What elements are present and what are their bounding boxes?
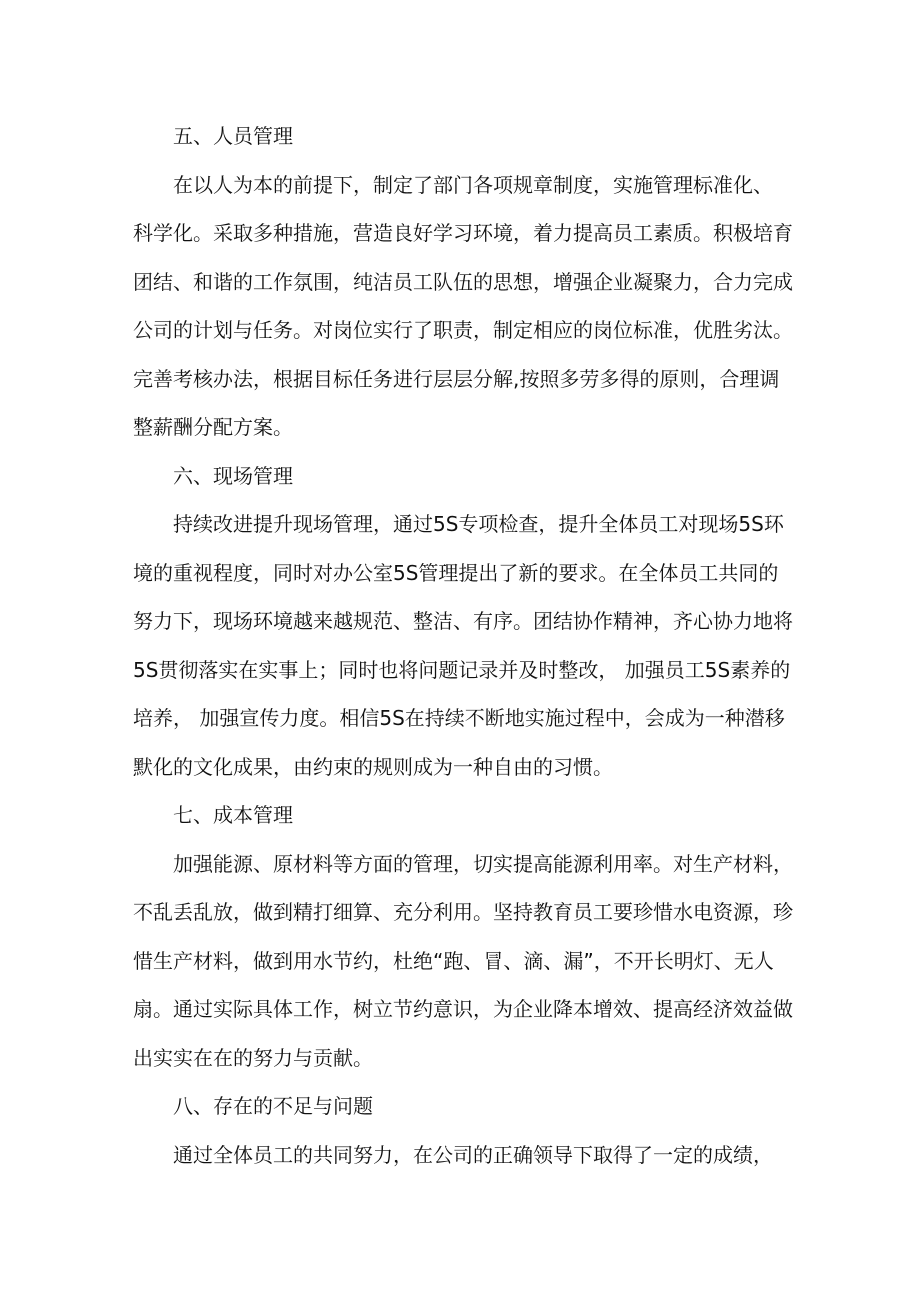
text-line: 惜生产材料，做到用水节约，杜绝“跑、冒、滴、漏”，不开长明灯、无人 — [133, 948, 774, 973]
text-line: 出实实在在的努力与贡献。 — [133, 1045, 373, 1070]
text-line: 通过全体员工的共同努力，在公司的正确领导下取得了一定的成绩， — [173, 1142, 773, 1167]
text-line: 努力下，现场环境越来越规范、整洁、有序。团结协作精神，齐心协力地将 — [133, 609, 793, 633]
text-line: 加强能源、原材料等方面的管理，切实提高能源利用率。对生产材料， — [173, 851, 793, 876]
text-line: 整薪酬分配方案。 — [133, 415, 293, 439]
paragraph-cost — [133, 840, 793, 1083]
section-heading-personnel: 五、人员管理 — [173, 124, 293, 148]
text-line: 完善考核办法，根据目标任务进行层层分解,按照多劳多得的原则，合理调 — [133, 366, 780, 391]
text-line: 科学化。采取多种措施，营造良好学习环境，着力提高员工素质。积极培育 — [133, 221, 793, 245]
text-line: 在以人为本的前提下，制定了部门各项规章制度，实施管理标准化、 — [173, 172, 773, 197]
document-body — [133, 112, 793, 1179]
paragraph-personnel — [133, 161, 793, 452]
text-line: 团结、和谐的工作氛围，纯洁员工队伍的思想，增强企业凝聚力，合力完成 — [133, 269, 793, 294]
text-line: 培养， 加强宣传力度。相信5S在持续不断地实施过程中，会成为一种潜移 — [133, 706, 785, 730]
section-heading-site: 六、现场管理 — [173, 463, 293, 488]
section-heading-cost: 七、成本管理 — [173, 803, 293, 827]
text-line: 默化的文化成果，由约束的规则成为一种自由的习惯。 — [133, 754, 613, 779]
text-line: 不乱丢乱放，做到精打细算、充分利用。坚持教育员工要珍惜水电资源，珍 — [133, 900, 793, 924]
text-line: 持续改进提升现场管理，通过5S专项检查，提升全体员工对现场5S环 — [173, 512, 784, 536]
text-line: 境的重视程度，同时对办公室5S管理提出了新的要求。在全体员工共同的 — [133, 560, 779, 585]
text-line: 扇。通过实际具体工作，树立节约意识，为企业降本增效、提高经济效益做 — [133, 997, 793, 1021]
section-heading-shortcomings: 八、存在的不足与问题 — [173, 1094, 373, 1118]
text-line: 公司的计划与任务。对岗位实行了职责，制定相应的岗位标准，优胜劣汰。 — [133, 318, 793, 342]
paragraph-site — [133, 500, 793, 791]
text-line: 5S贯彻落实在实事上；同时也将问题记录并及时整改， 加强员工5S素养的 — [133, 657, 791, 682]
paragraph-shortcomings — [133, 1131, 793, 1180]
